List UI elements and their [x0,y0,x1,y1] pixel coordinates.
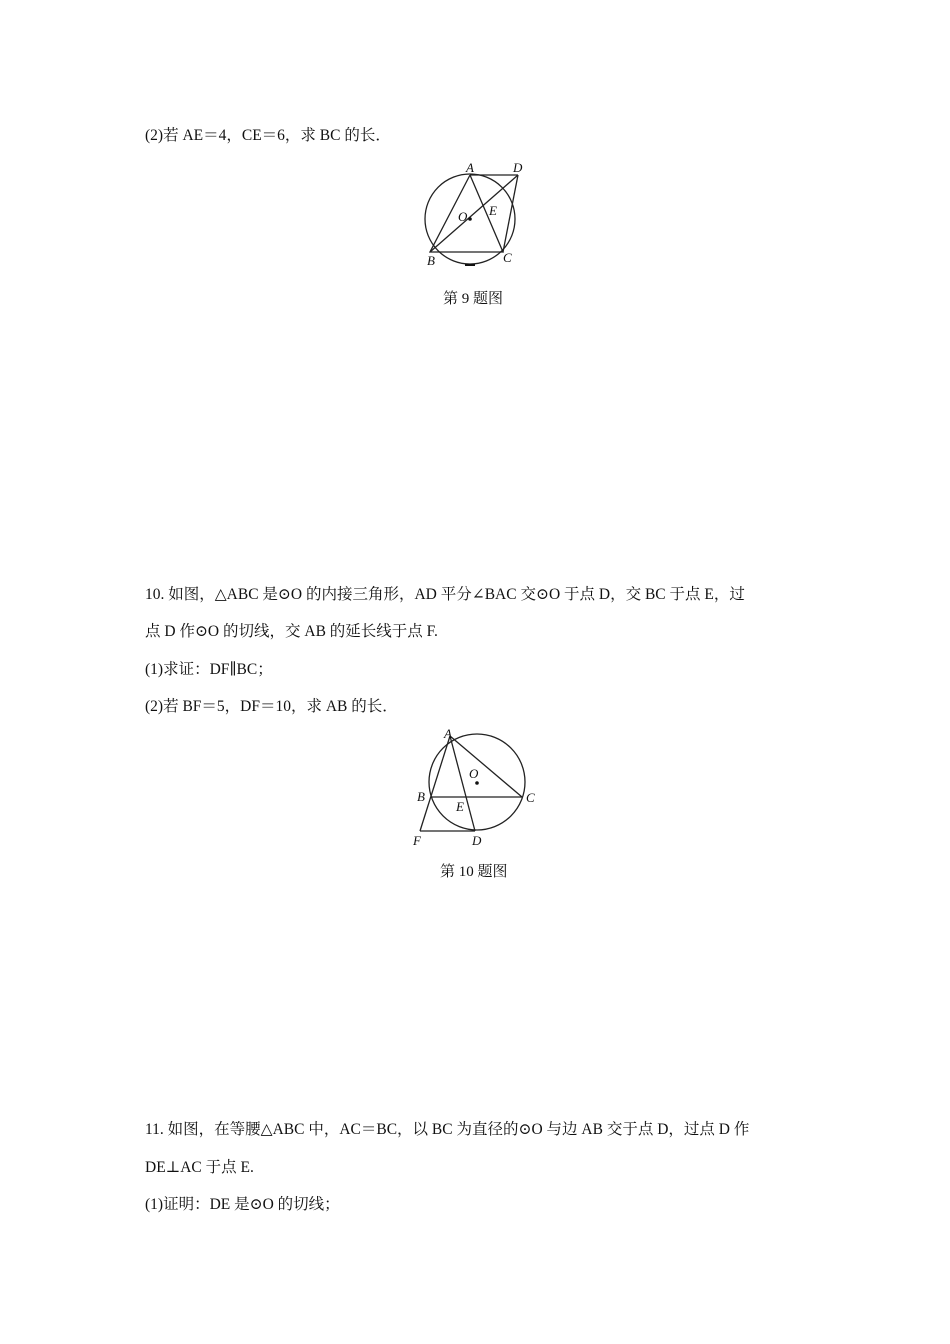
segment-ac [450,736,522,797]
label-f: F [413,833,421,848]
label-a: A [466,160,474,175]
label-o: O [458,209,468,224]
label-b: B [427,253,435,268]
q11-stem-line2: DE⊥AC 于点 E. [145,1159,254,1176]
label-e: E [456,799,464,814]
label-d: D [513,160,523,175]
q11-part1: (1)证明：DE 是⊙O 的切线； [145,1196,340,1213]
label-b: B [417,789,425,804]
segment-af [420,736,450,831]
label-c: C [503,250,512,265]
q11-stem-line1: 11. 如图，在等腰△ABC 中，AC＝BC，以 BC 为直径的⊙O 与边 AB 交于点 D，过点 D 作 [145,1121,750,1138]
q9-part2: (2)若 AE＝4，CE＝6，求 BC 的长． [145,127,391,144]
q10-part1: (1)求证：DF∥BC； [145,661,273,678]
label-c: C [526,790,535,805]
q10-stem-line1: 10. 如图，△ABC 是⊙O 的内接三角形，AD 平分∠BAC 交⊙O 于点 D，交 BC 于点 E，过 [145,586,745,603]
label-e: E [489,203,497,218]
q10-part2: (2)若 BF＝5，DF＝10，求 AB 的长． [145,698,398,715]
label-d: D [472,833,482,848]
figure-9-caption: 第 9 题图 [443,291,504,307]
figure-10-caption: 第 10 题图 [440,864,508,880]
label-o: O [469,766,479,781]
segment-ad [450,736,475,831]
center-dot [475,781,479,785]
q10-stem-line2: 点 D 作⊙O 的切线，交 AB 的延长线于点 F. [145,623,438,640]
label-a: A [444,726,452,741]
